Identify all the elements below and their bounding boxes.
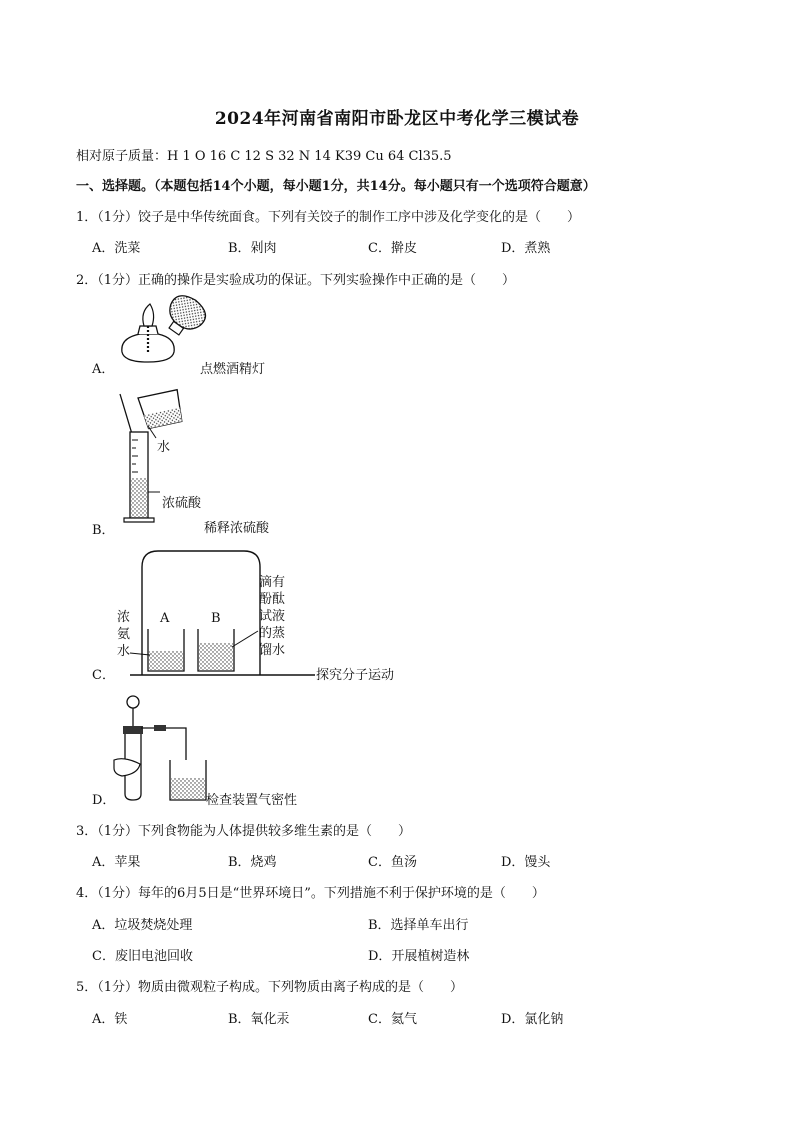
label-concentrated-acid: 浓硫酸 [162, 496, 202, 511]
airtightness-figure [110, 690, 220, 805]
option-d[interactable]: D．开展植树造林 [368, 949, 470, 964]
option-b[interactable]: B．烧鸡 [228, 855, 277, 870]
option-b[interactable]: B．选择单车出行 [368, 918, 469, 933]
beaker-b-label: B [211, 611, 221, 626]
option-c[interactable]: C．鱼汤 [368, 855, 417, 870]
option-b[interactable]: B． [92, 523, 115, 538]
option-c[interactable]: C．废旧电池回收 [92, 949, 193, 964]
option-a[interactable]: A．洗菜 [92, 241, 141, 256]
option-b[interactable]: B．剁肉 [228, 241, 277, 256]
option-a[interactable]: A．苹果 [92, 855, 141, 870]
atomic-mass-line: 相对原子质量：H 1 O 16 C 12 S 32 N 14 K39 Cu 64 Cl35.5 [76, 149, 452, 164]
figure-caption: 稀释浓硫酸 [204, 521, 270, 536]
question-stem: 2．（1分）正确的操作是实验成功的保证。下列实验操作中正确的是（ ） [76, 273, 516, 288]
figure-caption: 检查装置气密性 [206, 793, 298, 808]
question-stem: 3．（1分）下列食物能为人体提供较多维生素的是（ ） [76, 824, 412, 839]
option-b[interactable]: B．氧化汞 [228, 1012, 290, 1027]
option-c[interactable]: C．氦气 [368, 1012, 417, 1027]
option-d[interactable]: D．馒头 [501, 855, 551, 870]
option-d[interactable]: D．煮熟 [501, 241, 551, 256]
option-c[interactable]: C．擀皮 [368, 241, 417, 256]
dilution-figure [110, 380, 230, 535]
question-stem: 4．（1分）每年的6月5日是“世界环境日”。下列措施不利于保护环境的是（ ） [76, 886, 545, 901]
question-stem: 1．（1分）饺子是中华传统面食。下列有关饺子的制作工序中涉及化学变化的是（ ） [76, 210, 581, 225]
left-label: 浓 氨 水 [117, 610, 131, 659]
option-d[interactable]: D．氯化钠 [501, 1012, 564, 1027]
figure-caption: 探究分子运动 [316, 668, 395, 683]
question-stem: 5．（1分）物质由微观粒子构成。下列物质由离子构成的是（ ） [76, 980, 464, 995]
figure-caption: 点燃酒精灯 [200, 362, 266, 377]
beaker-a-label: A [160, 611, 170, 626]
label-water: 水 [157, 440, 171, 455]
option-a[interactable]: A． [92, 362, 115, 377]
option-c[interactable]: C． [92, 668, 115, 683]
right-label: 滴有 酚酞 试液 的蒸 馏水 [259, 575, 286, 658]
option-d[interactable]: D． [92, 793, 116, 808]
option-a[interactable]: A．铁 [92, 1012, 128, 1027]
option-a[interactable]: A．垃圾焚烧处理 [92, 918, 193, 933]
page-title: 2024年河南省南阳市卧龙区中考化学三模试卷 [214, 109, 580, 129]
section-heading: 一、选择题。（本题包括14个小题，每小题1分，共14分。每小题只有一个选项符合题意） [76, 179, 596, 194]
